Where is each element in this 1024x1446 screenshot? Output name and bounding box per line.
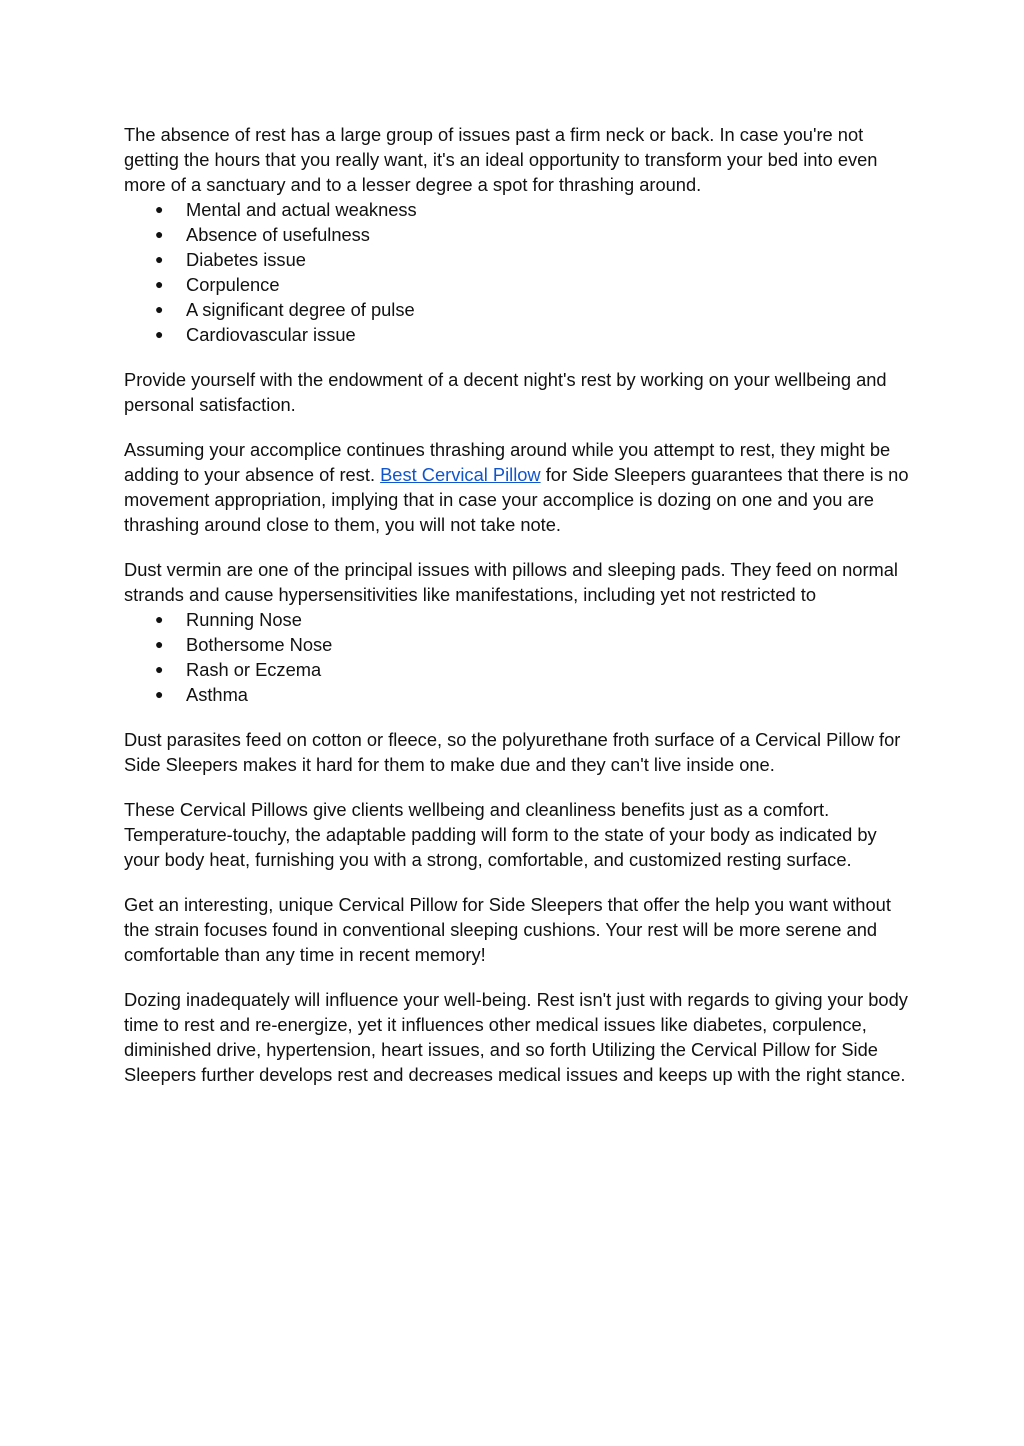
gift-paragraph: Provide yourself with the endowment of a decent night's rest by working on your wellbeing and personal satisfaction. [124, 369, 887, 415]
document-page [124, 122, 914, 1087]
bullet-icon: ● [155, 201, 164, 217]
intro-paragraph: The absence of rest has a large group of issues past a firm neck or back. In case you're not getting the hours that you really want, it's an ideal opportunity to transform your bed into even more of a sanctuary and to a lesser degree a spot for thrashing around. [124, 124, 878, 195]
bullet-icon: ● [155, 661, 164, 677]
bullet-icon: ● [155, 326, 164, 342]
list-item: ● Bothersome Nose [155, 634, 333, 655]
list-item: ● Asthma [155, 684, 248, 705]
benefits-paragraph: These Cervical Pillows give clients wellbeing and cleanliness benefits just as a comfort. Temperature-touchy, the adaptable padding will form to the state of your body as indicated by your body heat, furnishing you with a strong, comfortable, and customized resting surface. [124, 799, 877, 870]
unique-pillow-paragraph: Get an interesting, unique Cervical Pillow for Side Sleepers that offer the help you want without the strain focuses found in conventional sleeping cushions. Your rest will be more serene and comfortable than any time in recent memory! [124, 894, 891, 965]
dozing-paragraph: Dozing inadequately will influence your well-being. Rest isn't just with regards to giving your body time to rest and re-energize, yet it influences other medical issues like diabetes, corpulence, diminished drive, hypertension, heart issues, and so forth Utilizing the Cervical Pillow for Side Sleepers further develops rest and decreases medical issues and keeps up with the right stance. [124, 989, 908, 1085]
list-item: ● Rash or Eczema [155, 659, 322, 680]
list-item: ● A significant degree of pulse [155, 299, 415, 320]
bullet-icon: ● [155, 276, 164, 292]
allergy-list [124, 607, 914, 707]
list-item: ● Corpulence [155, 274, 280, 295]
parasites-paragraph: Dust parasites feed on cotton or fleece, so the polyurethane froth surface of a Cervical Pillow for Side Sleepers makes it hard for them to make due and they can't live inside one. [124, 729, 901, 775]
bullet-icon: ● [155, 251, 164, 267]
bullet-icon: ● [155, 301, 164, 317]
bullet-icon: ● [155, 611, 164, 627]
bullet-icon: ● [155, 226, 164, 242]
list-item: ● Cardiovascular issue [155, 324, 356, 345]
bullet-icon: ● [155, 636, 164, 652]
list-item: ● Diabetes issue [155, 249, 306, 270]
list-item: ● Mental and actual weakness [155, 199, 417, 220]
list-item: ● Absence of usefulness [155, 224, 370, 245]
bullet-icon: ● [155, 686, 164, 702]
symptoms-list [124, 197, 914, 347]
partner-paragraph: Assuming your accomplice continues thrashing around while you attempt to rest, they might be adding to your absence of rest. Best Cervical Pillow for Side Sleepers guarantees that there is no movement appropriation, implying that in case your accomplice is dozing on one and you are thrashing around close to them, you will not take note. [124, 439, 909, 535]
dust-paragraph: Dust vermin are one of the principal issues with pillows and sleeping pads. They feed on normal strands and cause hypersensitivities like manifestations, including yet not restricted to [124, 559, 898, 605]
list-item: ● Running Nose [155, 609, 302, 630]
best-cervical-pillow-link[interactable]: Best Cervical Pillow [380, 464, 541, 485]
